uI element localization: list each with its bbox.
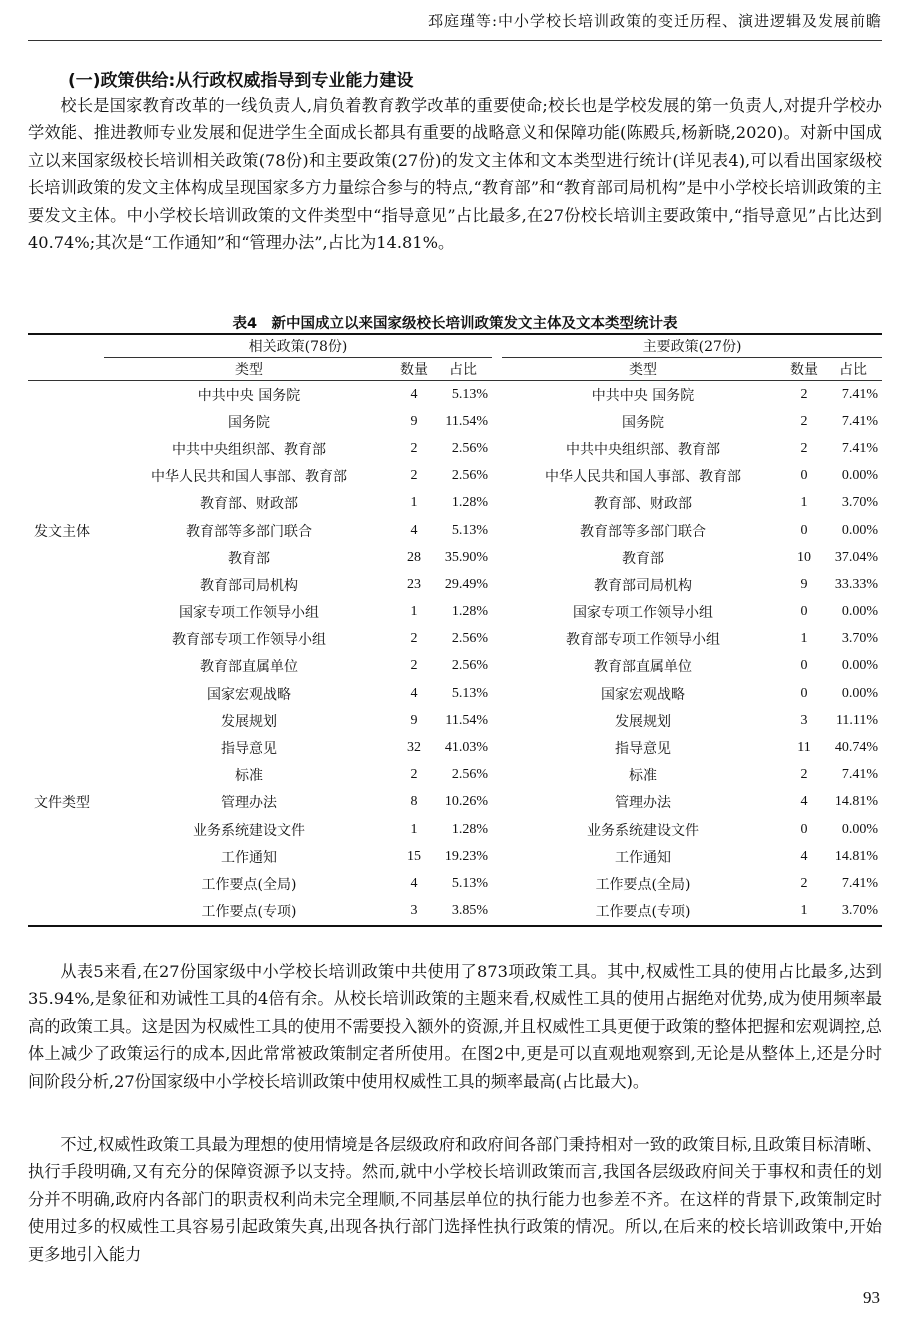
- col-header-count: 数量: [394, 358, 434, 381]
- row-type-related: 国家专项工作领导小组: [179, 605, 319, 622]
- row-count-main: 2: [800, 413, 808, 429]
- row-type-main: 国家宏观战略: [601, 686, 686, 703]
- row-share-related: 35.90%: [444, 549, 489, 565]
- row-type-main: 教育部: [622, 550, 665, 567]
- table-row: [28, 789, 882, 816]
- row-count-related: 2: [410, 440, 418, 456]
- table-row: [28, 816, 882, 843]
- row-share-related: 29.49%: [444, 576, 489, 592]
- row-type-main: 教育部、财政部: [594, 496, 693, 513]
- row-share-main: 0.00%: [841, 468, 879, 484]
- table-row: [28, 762, 882, 789]
- group-header-related: 相关政策(78份): [104, 334, 492, 358]
- row-type-related: 国家宏观战略: [207, 686, 291, 703]
- column-gap: [492, 626, 502, 653]
- row-share-main: 0.00%: [841, 658, 879, 674]
- row-type-main: 教育部专项工作领导小组: [566, 632, 721, 649]
- column-gap: [492, 707, 502, 734]
- row-share-main: 7.41%: [841, 767, 879, 783]
- row-type-main: 工作通知: [615, 849, 672, 866]
- row-count-main: 3: [800, 712, 808, 728]
- row-share-related: 3.85%: [434, 898, 492, 926]
- col-header-type: 类型: [104, 358, 394, 381]
- row-share-main: 0.00%: [841, 821, 879, 837]
- row-type-main: 教育部司局机构: [594, 577, 693, 594]
- column-gap: [492, 599, 502, 626]
- table-row: [28, 870, 882, 897]
- row-share-related: 11.54%: [445, 413, 489, 429]
- table-row: [28, 707, 882, 734]
- page-number: 93: [863, 1288, 880, 1307]
- row-type-main: 工作要点(全局): [595, 876, 691, 893]
- table-row: [28, 571, 882, 598]
- column-gap: [492, 653, 502, 680]
- row-share-related: 2.56%: [451, 767, 489, 783]
- table-row: [28, 626, 882, 653]
- row-count-main: 0: [800, 685, 808, 701]
- row-share-main: 0.00%: [841, 604, 879, 620]
- row-type-related: 中共中央 国务院: [197, 387, 301, 404]
- column-gap: [492, 816, 502, 843]
- row-share-related: 1.28%: [451, 604, 489, 620]
- row-type-related: 教育部直属单位: [200, 659, 298, 676]
- row-type-main: 教育部直属单位: [594, 659, 693, 676]
- row-share-main: 37.04%: [834, 549, 879, 565]
- row-count-main: 1: [784, 898, 824, 926]
- body-paragraph-3: 不过,权威性政策工具最为理想的使用情境是各层级政府和政府间各部门秉持相对一致的政策目标,且政策目标清晰、执行手段明确,又有充分的保障资源予以支持。然而,就中小学校长培训政策而言,我国各层级政府间关于事权和责任的划分并不明确,政府内各部门的职责权利尚未完全理顺,不同基层单位的执行能力也参差不齐。在这样的背景下,政策制定时使用过多的权威性工具容易引起政策失真,出现各执行部门选择性执行政策的情况。所以,在后来的校长培训政策中,开始更多地引入能力: [28, 1135, 882, 1264]
- column-gap: [492, 680, 502, 707]
- row-group-label: 文件类型: [28, 680, 104, 926]
- column-gap: [492, 408, 502, 435]
- row-count-related: 23: [407, 576, 421, 592]
- table-row: [28, 898, 882, 926]
- row-type-related: 教育部: [228, 550, 270, 567]
- row-type-main: 国务院: [622, 414, 665, 431]
- row-share-main: 3.70%: [841, 495, 879, 511]
- column-gap: [492, 517, 502, 544]
- row-share-related: 5.13%: [451, 386, 489, 402]
- row-share-main: 11.11%: [835, 712, 879, 728]
- table-row: [28, 490, 882, 517]
- row-type-related: 中华人民共和国人事部、教育部: [151, 469, 347, 486]
- row-type-related: 教育部司局机构: [200, 577, 298, 594]
- row-type-related: 指导意见: [221, 741, 277, 758]
- row-share-main: 33.33%: [834, 576, 879, 592]
- row-count-related: 4: [410, 386, 418, 402]
- row-type-related: 管理办法: [221, 795, 277, 812]
- row-count-main: 0: [800, 658, 808, 674]
- column-gap: [492, 463, 502, 490]
- header-rule: [28, 40, 882, 41]
- row-count-related: 28: [407, 549, 421, 565]
- row-count-related: 4: [410, 875, 418, 891]
- row-type-related: 教育部、财政部: [200, 496, 298, 513]
- table-row: [28, 544, 882, 571]
- row-count-related: 32: [407, 740, 421, 756]
- row-type-related: 中共中央组织部、教育部: [172, 441, 326, 458]
- row-group-label: 发文主体: [34, 523, 90, 540]
- row-count-related: 1: [410, 821, 418, 837]
- row-count-main: 2: [800, 875, 808, 891]
- row-count-main: 0: [800, 821, 808, 837]
- row-count-related: 1: [410, 604, 418, 620]
- column-gap: [492, 544, 502, 571]
- row-count-main: 2: [800, 386, 808, 402]
- table-row: [28, 517, 882, 544]
- row-share-main: 40.74%: [834, 740, 879, 756]
- row-share-main: 7.41%: [841, 413, 879, 429]
- row-type-main: 教育部等多部门联合: [580, 523, 707, 540]
- running-header: 邳庭瑾等:中小学校长培训政策的变迁历程、演进逻辑及发展前瞻: [427, 12, 882, 30]
- row-type-main: 中共中央 国务院: [591, 387, 695, 404]
- row-count-main: 4: [800, 794, 808, 810]
- row-count-main: 1: [800, 631, 808, 647]
- row-count-related: 2: [410, 468, 418, 484]
- row-share-related: 1.28%: [451, 821, 489, 837]
- row-type-related: 工作通知: [221, 849, 277, 866]
- row-type-related: 标准: [235, 768, 263, 785]
- row-share-related: 11.54%: [445, 712, 489, 728]
- row-share-related: 10.26%: [444, 794, 489, 810]
- row-share-main: 7.41%: [841, 386, 879, 402]
- row-count-related: 15: [407, 848, 421, 864]
- statistics-table: [28, 333, 882, 927]
- group-header-main: 主要政策(27份): [502, 334, 882, 358]
- row-count-related: 4: [410, 685, 418, 701]
- table-row: [28, 408, 882, 435]
- row-share-related: 2.56%: [451, 440, 489, 456]
- row-count-related: 2: [410, 631, 418, 647]
- row-share-main: 3.70%: [824, 898, 882, 926]
- row-share-related: 19.23%: [444, 848, 489, 864]
- row-count-main: 0: [800, 468, 808, 484]
- row-share-related: 5.13%: [451, 522, 489, 538]
- table-row: [28, 599, 882, 626]
- col-header-share: 占比: [824, 358, 882, 381]
- row-count-main: 9: [800, 576, 808, 592]
- row-count-related: 1: [410, 495, 418, 511]
- row-share-related: 2.56%: [451, 658, 489, 674]
- table-row: [28, 680, 882, 707]
- column-gap: [492, 789, 502, 816]
- table-row: [28, 843, 882, 870]
- col-header-count: 数量: [784, 358, 824, 381]
- row-share-main: 7.41%: [841, 875, 879, 891]
- row-type-related: 教育部等多部门联合: [186, 523, 312, 540]
- row-share-main: 0.00%: [841, 522, 879, 538]
- column-gap: [492, 435, 502, 462]
- row-type-main: 管理办法: [615, 795, 672, 812]
- row-count-main: 2: [800, 440, 808, 456]
- row-count-related: 2: [410, 767, 418, 783]
- body-paragraph-2: 从表5来看,在27份国家级中小学校长培训政策中共使用了873项政策工具。其中,权威性工具的使用占比最多,达到35.94%,是象征和劝诫性工具的4倍有余。从校长培训政策的主题来看,权威性工具的使用占据绝对优势,成为使用频率最高的政策工具。这是因为权威性工具的使用不需要投入额外的资源,并且权威性工具更便于政策的整体把握和宏观调控,总体上减少了政策运行的成本,因此常常被政策制定者所使用。在图2中,更是可以直观地观察到,无论是从整体上,还是分时间阶段分析,27份国家级中小学校长培训政策中使用权威性工具的频率最高(占比最大)。: [28, 962, 882, 1091]
- row-count-related: 8: [410, 794, 418, 810]
- table-row: [28, 463, 882, 490]
- column-gap: [492, 571, 502, 598]
- row-count-related: 9: [410, 712, 418, 728]
- row-count-related: 9: [410, 413, 418, 429]
- row-type-related: 业务系统建设文件: [193, 822, 305, 839]
- body-paragraph-1: 校长是国家教育改革的一线负责人,肩负着教育教学改革的重要使命;校长也是学校发展的第一负责人,对提升学校办学效能、推进教师专业发展和促进学生全面成长都具有重要的战略意义和保障功能(陈殿兵,杨新晓,2020)。对新中国成立以来国家级校长培训相关政策(78份)和主要政策(27份)的发文主体和文本类型进行统计(详见表4),可以看出国家级校长培训政策的发文主体构成呈现国家多方力量综合参与的特点,“教育部”和“教育部司局机构”是中小学校长培训政策的主要发文主体。中小学校长培训政策的文件类型中“指导意见”占比最多,在27份校长培训主要政策中,“指导意见”占比达到40.74%;其次是“工作通知”和“管理办法”,占比为14.81%。: [28, 96, 882, 253]
- table-row: [28, 435, 882, 462]
- row-type-main: 工作要点(专项): [502, 898, 784, 926]
- table-caption: 表4 新中国成立以来国家级校长培训政策发文主体及文本类型统计表: [232, 316, 678, 332]
- column-gap: [492, 762, 502, 789]
- row-type-related: 发展规划: [221, 713, 277, 730]
- column-gap: [492, 490, 502, 517]
- table-row: [28, 734, 882, 761]
- row-type-main: 指导意见: [615, 741, 672, 758]
- row-share-main: 3.70%: [841, 631, 879, 647]
- row-share-main: 14.81%: [834, 848, 879, 864]
- row-share-main: 0.00%: [841, 685, 879, 701]
- row-share-main: 14.81%: [834, 794, 879, 810]
- row-share-related: 5.13%: [451, 875, 489, 891]
- row-count-main: 0: [800, 604, 808, 620]
- column-gap: [492, 898, 502, 926]
- column-gap: [492, 381, 502, 409]
- row-type-related: 教育部专项工作领导小组: [172, 632, 326, 649]
- row-share-related: 1.28%: [451, 495, 489, 511]
- row-type-main: 国家专项工作领导小组: [573, 605, 714, 622]
- row-type-main: 业务系统建设文件: [587, 822, 700, 839]
- column-gap: [492, 734, 502, 761]
- table-body: [28, 381, 882, 926]
- column-gap: [492, 843, 502, 870]
- row-share-related: 2.56%: [451, 631, 489, 647]
- column-gap: [492, 870, 502, 897]
- section-heading: (一)政策供给:从行政权威指导到专业能力建设: [68, 71, 414, 91]
- row-type-main: 发展规划: [615, 713, 672, 730]
- row-type-main: 标准: [629, 768, 658, 785]
- col-header-share: 占比: [434, 358, 492, 381]
- row-count-main: 11: [797, 740, 811, 756]
- row-count-main: 4: [800, 848, 808, 864]
- row-type-related: 工作要点(全局): [201, 876, 297, 893]
- row-count-main: 0: [800, 522, 808, 538]
- table-row: [28, 381, 882, 409]
- row-type-main: 中华人民共和国人事部、教育部: [545, 469, 742, 486]
- col-header-type: 类型: [502, 358, 784, 381]
- row-share-main: 7.41%: [841, 440, 879, 456]
- row-count-main: 1: [800, 495, 808, 511]
- row-type-main: 中共中央组织部、教育部: [566, 441, 721, 458]
- row-count-related: 4: [410, 522, 418, 538]
- row-count-main: 10: [797, 549, 812, 565]
- row-type-related: 国务院: [228, 414, 270, 431]
- row-share-related: 2.56%: [451, 468, 489, 484]
- row-count-related: 3: [394, 898, 434, 926]
- row-count-main: 2: [800, 767, 808, 783]
- row-count-related: 2: [410, 658, 418, 674]
- row-share-related: 5.13%: [451, 685, 489, 701]
- row-type-related: 工作要点(专项): [104, 898, 394, 926]
- table-row: [28, 653, 882, 680]
- row-share-related: 41.03%: [444, 740, 489, 756]
